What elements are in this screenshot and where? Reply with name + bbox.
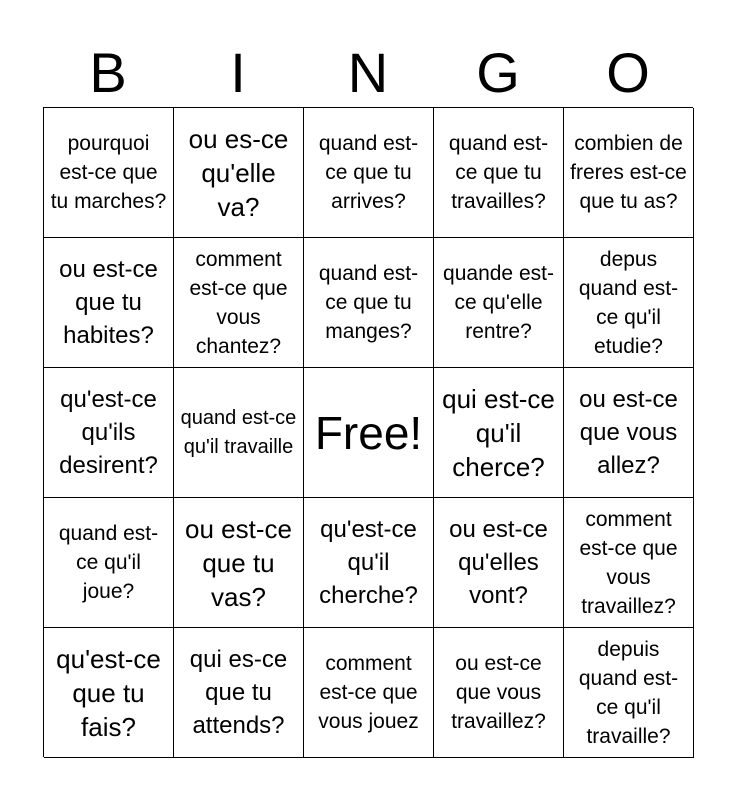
- bingo-cell[interactable]: [44, 368, 174, 498]
- bingo-header: [43, 40, 693, 106]
- bingo-cell[interactable]: [174, 498, 304, 628]
- bingo-cell-text: depuis quand est-ce qu'il travaille?: [578, 637, 679, 748]
- bingo-cell[interactable]: [44, 498, 174, 628]
- bingo-cell-text: comment est-ce que vous chantez?: [189, 247, 288, 358]
- bingo-cell[interactable]: [564, 498, 694, 628]
- bingo-cell-text: ou est-ce que tu vas?: [185, 513, 292, 612]
- bingo-cell-text: quande est-ce qu'elle rentre?: [443, 262, 554, 343]
- bingo-cell-text: quand est-ce que tu arrives?: [318, 132, 419, 213]
- bingo-cell[interactable]: [434, 498, 564, 628]
- bingo-cell-text: qu'est-ce qu'il cherche?: [319, 516, 418, 609]
- free-space-text: Free!: [314, 406, 423, 459]
- bingo-cell[interactable]: [44, 238, 174, 368]
- bingo-cell[interactable]: [304, 498, 434, 628]
- bingo-cell-text: qui est-ce qu'il cherce?: [442, 383, 555, 482]
- bingo-cell[interactable]: [44, 628, 174, 758]
- bingo-cell-text: qu'est-ce qu'ils desirent?: [59, 386, 158, 479]
- header-letter-n: N: [347, 41, 389, 104]
- header-letter-g: G: [476, 41, 520, 104]
- bingo-cell-text: ou est-ce que vous allez?: [579, 386, 678, 479]
- bingo-cell[interactable]: [174, 368, 304, 498]
- bingo-cell-text: quand est-ce que tu travailles?: [448, 132, 549, 213]
- header-letter-o: O: [606, 41, 650, 104]
- bingo-cell[interactable]: [434, 628, 564, 758]
- bingo-cell[interactable]: [564, 368, 694, 498]
- bingo-cell-text: ou est-ce qu'elles vont?: [449, 516, 548, 609]
- bingo-cell[interactable]: [304, 628, 434, 758]
- bingo-card-grid: [43, 107, 693, 757]
- bingo-cell-text: quand est-ce qu'il joue?: [58, 522, 159, 603]
- free-space-cell[interactable]: [304, 368, 434, 498]
- bingo-cell[interactable]: [304, 108, 434, 238]
- bingo-cell-text: ou es-ce qu'elle va?: [188, 123, 289, 222]
- bingo-cell[interactable]: [564, 628, 694, 758]
- bingo-cell[interactable]: [174, 108, 304, 238]
- bingo-cell[interactable]: [564, 238, 694, 368]
- header-letter-i: I: [230, 41, 246, 104]
- bingo-cell[interactable]: [434, 238, 564, 368]
- bingo-cell-text: pourquoi est-ce que tu marches?: [50, 132, 167, 213]
- bingo-cell-text: comment est-ce que vous travaillez?: [579, 507, 678, 618]
- bingo-cell[interactable]: [304, 238, 434, 368]
- bingo-cell[interactable]: [434, 108, 564, 238]
- bingo-cell-text: depus quand est-ce qu'il etudie?: [578, 247, 679, 358]
- bingo-cell-text: quand est-ce que tu manges?: [318, 262, 419, 343]
- bingo-cell-text: ou est-ce que tu habites?: [59, 256, 158, 349]
- bingo-cell[interactable]: [174, 628, 304, 758]
- bingo-cell-text: qui es-ce que tu attends?: [189, 646, 288, 739]
- bingo-cell[interactable]: [434, 368, 564, 498]
- header-letter-b: B: [89, 41, 127, 104]
- bingo-cell[interactable]: [564, 108, 694, 238]
- bingo-cell-text: qu'est-ce que tu fais?: [56, 643, 161, 742]
- bingo-cell[interactable]: [174, 238, 304, 368]
- bingo-cell-text: quand est-ce qu'il travaille: [180, 406, 297, 458]
- bingo-cell[interactable]: [44, 108, 174, 238]
- bingo-cell-text: comment est-ce que vous jouez: [318, 652, 419, 733]
- bingo-cell-text: combien de freres est-ce que tu as?: [570, 132, 687, 213]
- bingo-cell-text: ou est-ce que vous travaillez?: [451, 652, 546, 733]
